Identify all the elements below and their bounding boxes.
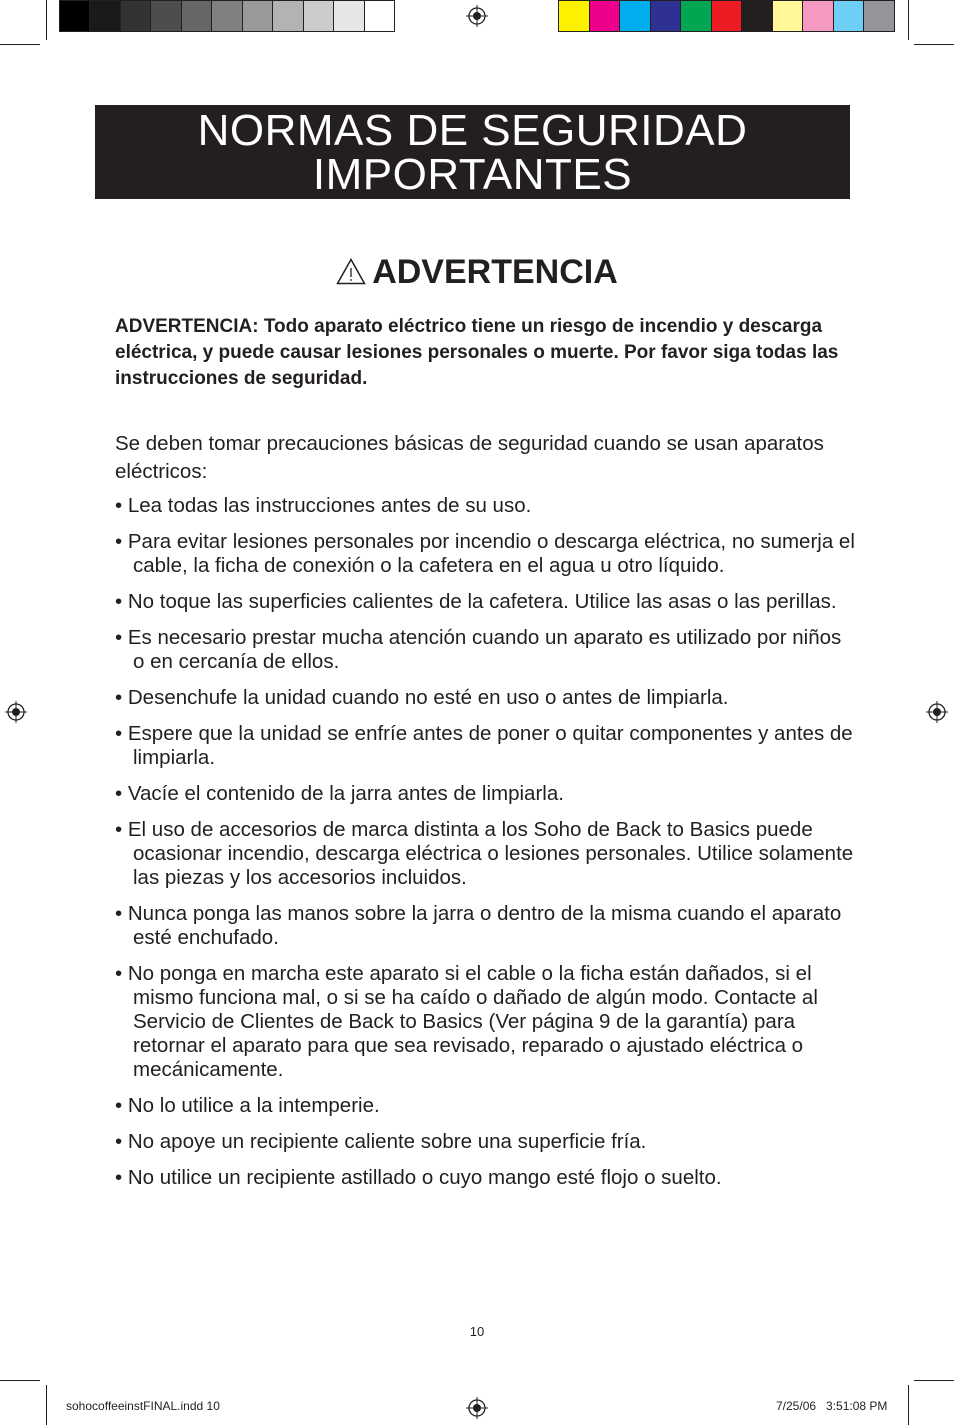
color-swatch xyxy=(60,1,90,31)
list-item: • Espere que la unidad se enfríe antes de poner o quitar componentes y antes de limpiarla. xyxy=(115,722,853,769)
crop-mark xyxy=(908,0,909,40)
color-swatch xyxy=(651,1,682,31)
page-title-line-1: NORMAS DE SEGURIDAD xyxy=(197,106,748,155)
crop-mark xyxy=(914,1380,954,1381)
list-item: • No ponga en marcha este aparato si el cable o la ficha están dañados, si el mismo funciona mal, o si se ha caído o dañado de algún modo. Contacte al Servicio de Clientes de Back to Basics (Ver página 9 de la garantía) para retornar el aparato para que sea revisado, reparado o ajustado eléctrica o mecánicamente. xyxy=(115,962,818,1081)
list-item: • No utilice un recipiente astillado o cuyo mango esté flojo o suelto. xyxy=(115,1166,722,1189)
color-swatch xyxy=(620,1,651,31)
lead-paragraph: Se deben tomar precauciones básicas de seguridad cuando se usan aparatos eléctricos: xyxy=(115,432,824,483)
color-swatch xyxy=(742,1,773,31)
list-item: • El uso de accesorios de marca distinta a los Soho de Back to Basics puede ocasionar incendio, descarga eléctrica o lesiones personales. Utilice solamente las piezas y los accesorios incluidos. xyxy=(115,818,854,889)
crop-mark xyxy=(0,44,40,45)
warning-triangle-icon xyxy=(336,258,366,285)
process-color-bar xyxy=(558,0,895,32)
list-item: • No toque las superficies calientes de la cafetera. Utilice las asas o las perillas. xyxy=(115,590,837,613)
registration-target-icon xyxy=(466,1397,488,1419)
color-swatch xyxy=(243,1,273,31)
crop-mark xyxy=(0,1380,40,1381)
registration-target-icon xyxy=(5,701,27,723)
list-item: • Vacíe el contenido de la jarra antes de limpiarla. xyxy=(115,782,564,805)
file-name-slug: sohocoffeeinstFINAL.indd 10 xyxy=(66,1399,220,1413)
list-item: • No lo utilice a la intemperie. xyxy=(115,1094,380,1117)
color-swatch xyxy=(712,1,743,31)
color-swatch xyxy=(681,1,712,31)
color-swatch xyxy=(365,1,394,31)
color-swatch xyxy=(182,1,212,31)
color-swatch xyxy=(334,1,364,31)
list-item: • No apoye un recipiente caliente sobre una superficie fría. xyxy=(115,1130,647,1153)
warning-statement: ADVERTENCIA: Todo aparato eléctrico tiene un riesgo de incendio y descarga eléctrica, y puede causar lesiones personales o muerte. Por favor siga todas las instrucciones de seguridad. xyxy=(115,316,839,389)
list-item: • Nunca ponga las manos sobre la jarra o dentro de la misma cuando el aparato esté enchufado. xyxy=(115,902,842,949)
grayscale-color-bar xyxy=(59,0,395,32)
safety-bullet-list xyxy=(115,494,855,1190)
color-swatch xyxy=(90,1,120,31)
warning-heading xyxy=(0,252,954,292)
page-number: 10 xyxy=(469,1324,485,1339)
crop-mark xyxy=(46,0,47,40)
list-item: • Lea todas las instrucciones antes de su uso. xyxy=(115,494,532,517)
crop-mark xyxy=(46,1385,47,1425)
color-swatch xyxy=(304,1,334,31)
warning-heading-text: ADVERTENCIA xyxy=(372,253,618,291)
color-swatch xyxy=(590,1,621,31)
color-swatch xyxy=(559,1,590,31)
crop-mark xyxy=(914,44,954,45)
registration-target-icon xyxy=(466,5,488,27)
color-swatch xyxy=(212,1,242,31)
timestamp-slug: 7/25/06 3:51:08 PM xyxy=(776,1399,888,1413)
list-item: • Desenchufe la unidad cuando no esté en uso o antes de limpiarla. xyxy=(115,686,729,709)
color-swatch xyxy=(121,1,151,31)
color-swatch xyxy=(273,1,303,31)
list-item: • Es necesario prestar mucha atención cuando un aparato es utilizado por niños o en cercanía de ellos. xyxy=(115,626,842,673)
list-item: • Para evitar lesiones personales por incendio o descarga eléctrica, no sumerja el cable, la ficha de conexión o la cafetera en el agua u otro líquido. xyxy=(115,530,855,577)
color-swatch xyxy=(803,1,834,31)
page-title-line-2: IMPORTANTES xyxy=(312,150,633,199)
registration-target-icon xyxy=(926,701,948,723)
color-swatch xyxy=(864,1,894,31)
page-title-banner xyxy=(95,105,850,199)
color-swatch xyxy=(773,1,804,31)
color-swatch xyxy=(151,1,181,31)
safety-content xyxy=(115,314,855,1202)
crop-mark xyxy=(908,1385,909,1425)
color-swatch xyxy=(834,1,865,31)
